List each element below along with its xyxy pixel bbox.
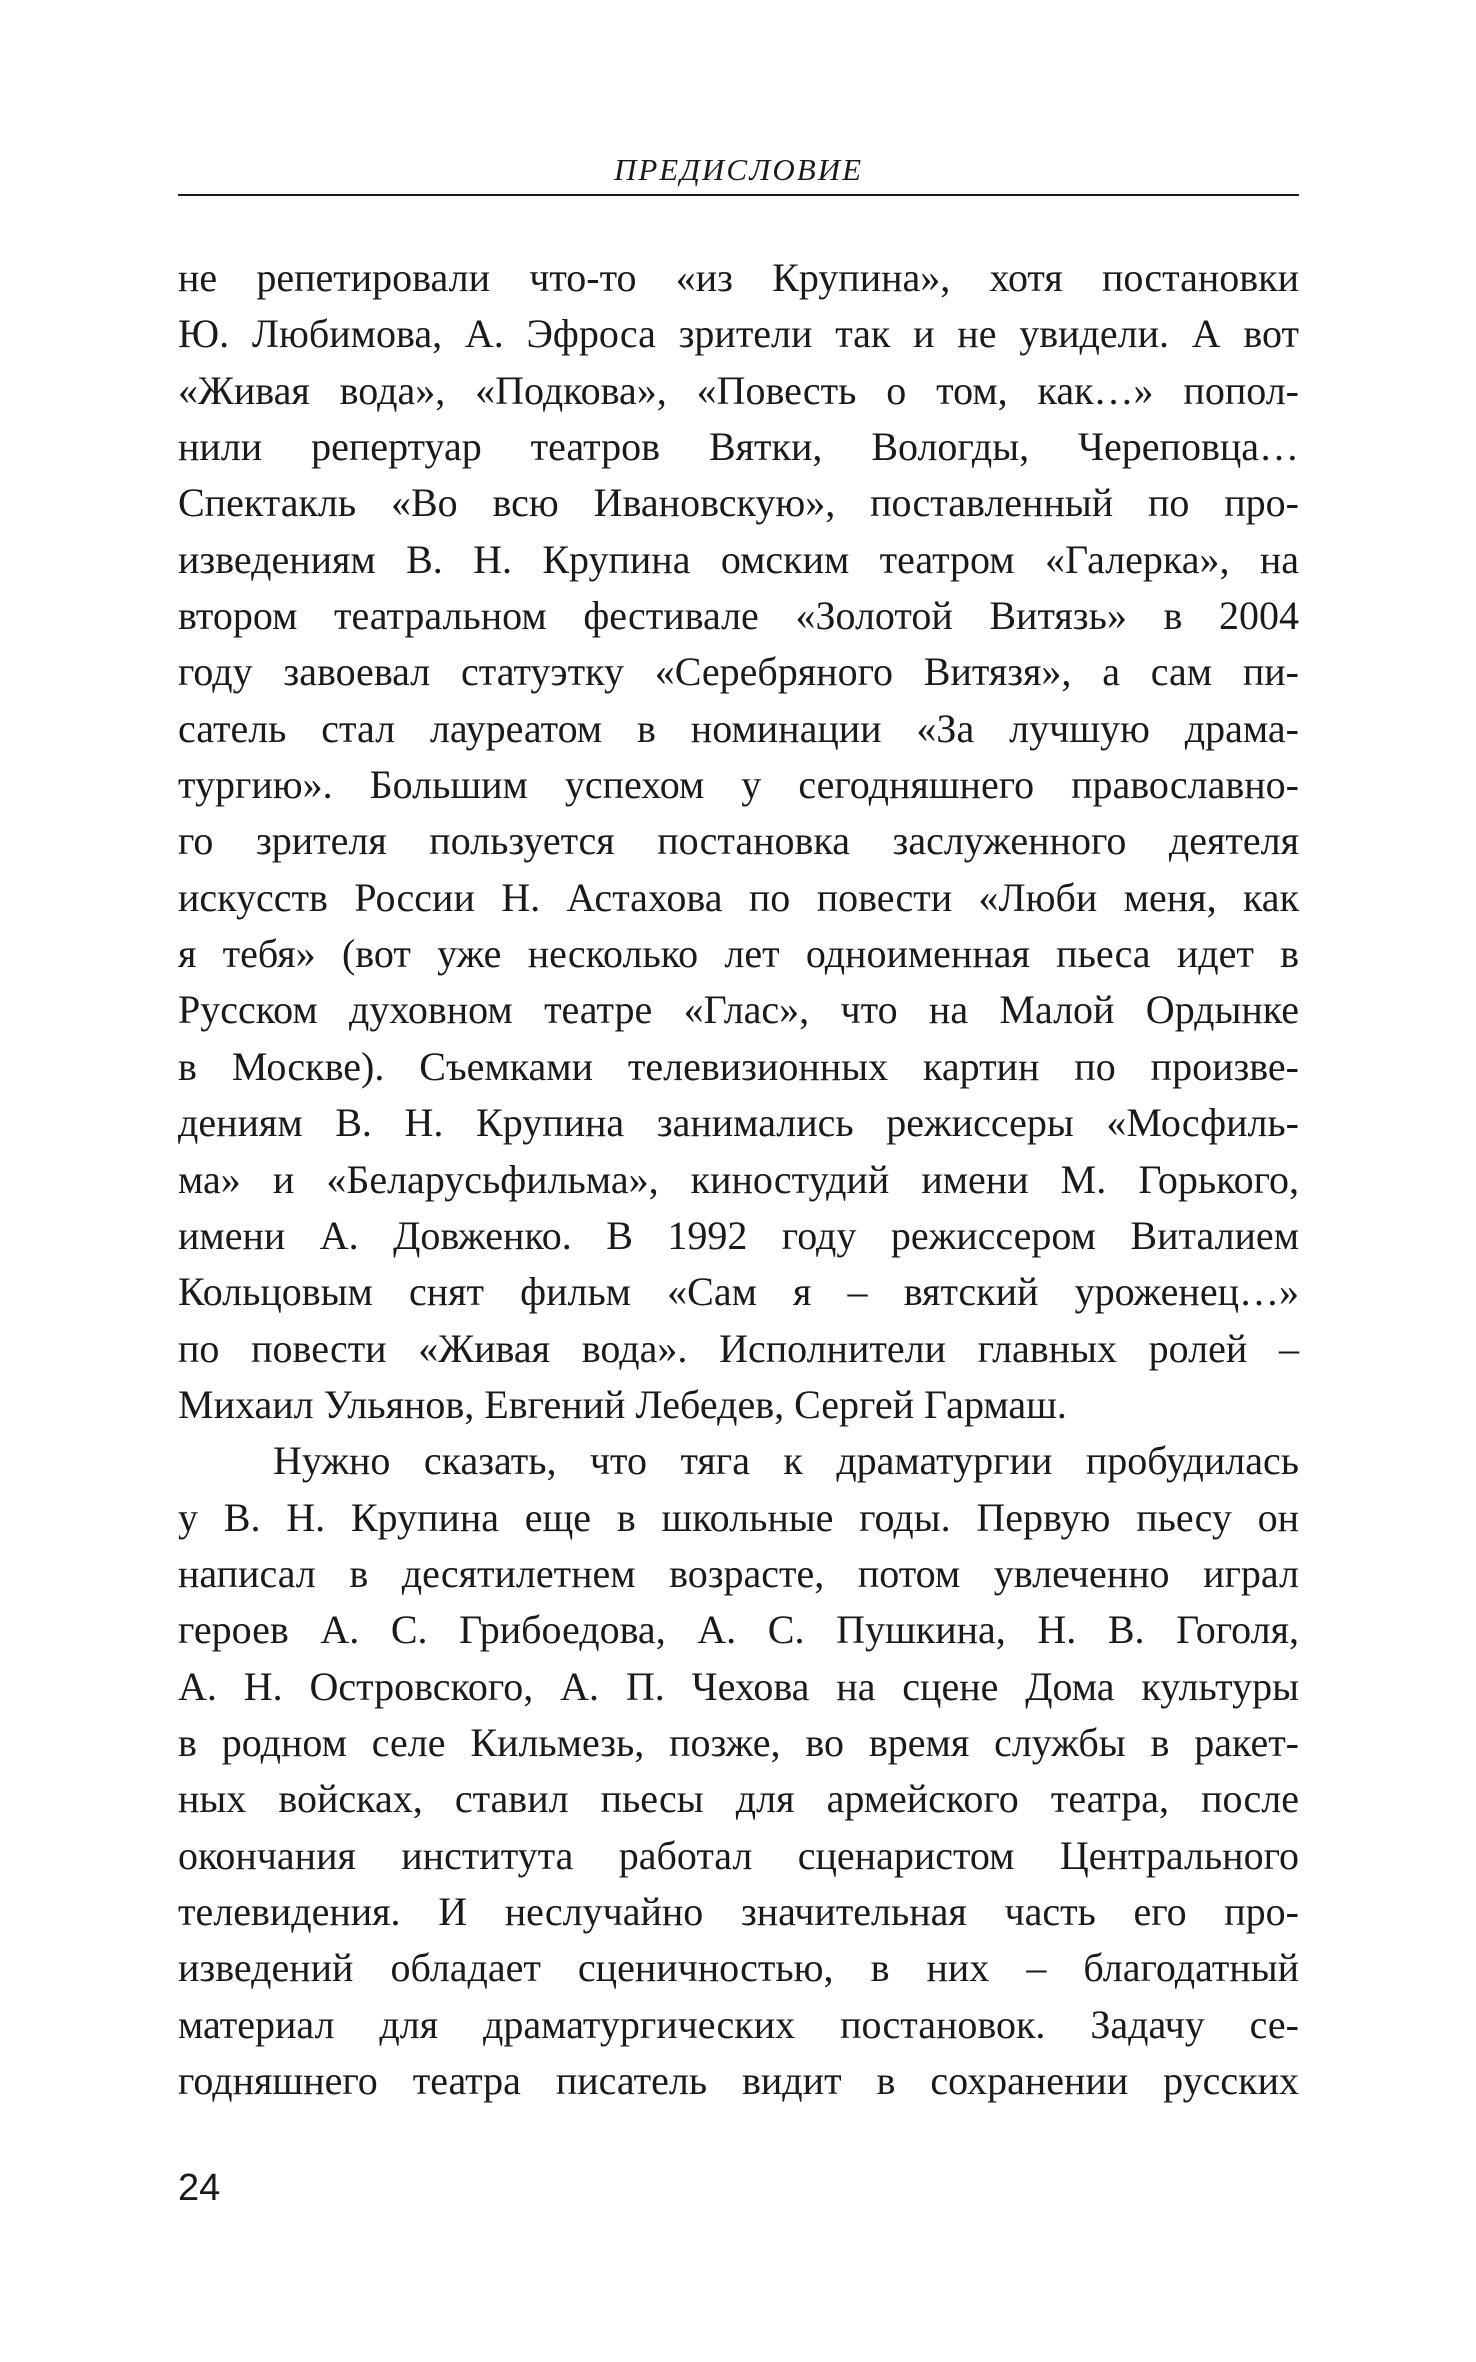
text-line: Михаил Ульянов, Евгений Лебедев, Сергей Гармаш. [178,1381,1067,1427]
text-line: нили репертуар театров Вятки, Вологды, Череповца… [178,424,1299,470]
text-line: по повести «Живая вода». Исполнители главных ролей – [178,1325,1299,1371]
text-line: я тебя» (вот уже несколько лет одноименная пьеса идет в [178,931,1299,977]
text-line: го зрителя пользуется постановка заслуженного деятеля [178,818,1299,864]
running-head: ПРЕДИСЛОВИЕ [613,152,864,187]
text-line: изведениям В. Н. Крупина омским театром «Галерка», на [178,536,1299,582]
text-line: «Живая вода», «Подкова», «Повесть о том, как…» попол- [178,367,1299,413]
text-line: не репетировали что-то «из Крупина», хотя постановки [178,255,1299,300]
text-line: дениям В. Н. Крупина занимались режиссеры «Мосфиль- [178,1100,1299,1146]
text-line: окончания института работал сценаристом Центрального [178,1832,1299,1878]
text-line: Русском духовном театре «Глас», что на Малой Ордынке [178,987,1299,1033]
text-line: написал в десятилетнем возрасте, потом увлеченно играл [178,1550,1299,1596]
paragraph-1 [178,250,1299,1433]
text-line: искусств России Н. Астахова по повести «Люби меня, как [178,874,1299,920]
text-line: сатель стал лауреатом в номинации «За лучшую драма- [178,705,1299,751]
page-number: 24 [178,2167,221,2209]
text-line: годняшнего театра писатель видит в сохранении русских [178,2058,1299,2103]
text-line: Кольцовым снят фильм «Сам я – вятский уроженец…» [178,1269,1299,1315]
paragraph-2 [178,1433,1299,2109]
body-text [178,250,1299,2109]
text-line: героев А. С. Грибоедова, А. С. Пушкина, Н. В. Гоголя, [178,1607,1299,1653]
text-line: Нужно сказать, что тяга к драматургии пробудилась [273,1438,1299,1484]
text-line: материал для драматургических постановок. Задачу се- [178,2001,1299,2047]
text-line: Спектакль «Во всю Ивановскую», поставленный по про- [178,480,1299,526]
text-line: изведений обладает сценичностью, в них – благодатный [178,1945,1299,1991]
text-line: ных войсках, ставил пьесы для армейского театра, после [178,1776,1299,1822]
text-line: в Москве). Съемками телевизионных картин по произве- [178,1043,1299,1089]
text-line: ма» и «Беларусьфильма», киностудий имени М. Горького, [178,1156,1299,1202]
text-line: в родном селе Кильмезь, позже, во время службы в ракет- [178,1719,1299,1765]
text-line: году завоевал статуэтку «Серебряного Витязя», а сам пи- [178,649,1299,695]
text-line: телевидения. И неслучайно значительная часть его про- [178,1888,1299,1934]
text-line: тургию». Большим успехом у сегодняшнего православно- [178,762,1299,808]
text-line: А. Н. Островского, А. П. Чехова на сцене Дома культуры [178,1663,1299,1709]
text-line: у В. Н. Крупина еще в школьные годы. Первую пьесу он [178,1494,1299,1540]
text-line: втором театральном фестивале «Золотой Витязь» в 2004 [178,593,1299,639]
text-line: имени А. Довженко. В 1992 году режиссером Виталием [178,1212,1299,1258]
header-rule [178,194,1299,196]
text-line: Ю. Любимова, А. Эфроса зрители так и не увидели. А вот [178,311,1299,357]
